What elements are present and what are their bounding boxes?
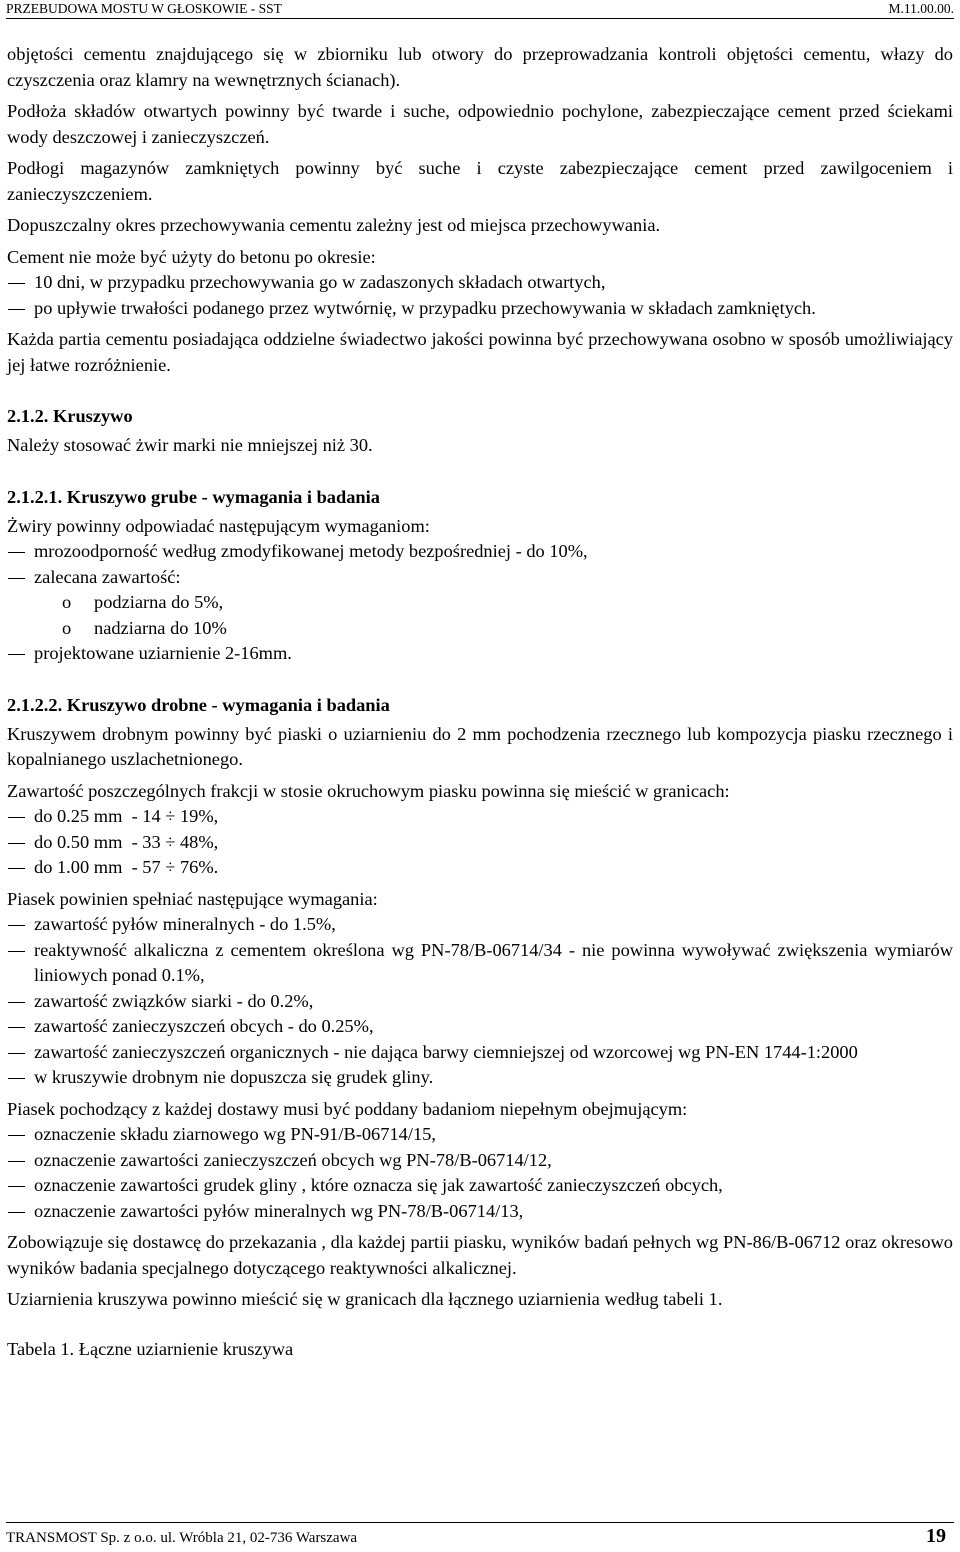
dash-list <box>7 912 953 1091</box>
paragraph: Kruszywem drobnym powinny być piaski o uziarnieniu do 2 mm pochodzenia rzecznego lub kompozycja piasku rzecznego i kopalnianego uszlachetnionego. <box>7 723 953 769</box>
document-body <box>7 42 953 1368</box>
list-item-text: zalecana zawartość: <box>34 566 181 587</box>
dash-list <box>7 270 953 321</box>
dash-list <box>7 641 953 667</box>
paragraph: Piasek pochodzący z każdej dostawy musi być poddany badaniom niepełnym obejmującym: <box>7 1098 688 1119</box>
paragraph: Podłogi magazynów zamkniętych powinny być suche i czyste zabezpieczające cement przed zawilgoceniem i zanieczyszczeniem. <box>7 158 953 204</box>
paragraph: objętości cementu znajdującego się w zbiorniku lub otwory do przeprowadzania kontroli objętości cementu, włazy do czyszczenia oraz klamry na wewnętrznych ścianach). <box>7 44 953 90</box>
list-item: do 0.25 mm - 14 ÷ 19%, <box>7 804 953 830</box>
circle-bullet: o <box>62 617 72 638</box>
section-heading: 2.1.2.1. Kruszywo grube - wymagania i badania <box>7 486 380 507</box>
list-item: oznaczenie składu ziarnowego wg PN-91/B-06714/15, <box>7 1122 953 1148</box>
paragraph: Piasek powinien spełniać następujące wymagania: <box>7 888 378 909</box>
paragraph: Zobowiązuje się dostawcę do przekazania , dla każdej partii piasku, wyników badań pełnych wg PN-86/B-06712 oraz okresowo wyników badania specjalnego dotyczącego reaktywności alkalicznej. <box>7 1232 953 1278</box>
list-item: zawartość zanieczyszczeń obcych - do 0.25%, <box>7 1014 953 1040</box>
page-number: 19 <box>926 1525 946 1547</box>
page-header <box>6 0 954 19</box>
table-caption: Tabela 1. Łączne uziarnienie kruszywa <box>7 1338 294 1359</box>
section-heading: 2.1.2.2. Kruszywo drobne - wymagania i badania <box>7 694 390 715</box>
paragraph: Dopuszczalny okres przechowywania cementu zależny jest od miejsca przechowywania. <box>7 215 661 235</box>
list-item: zawartość pyłów mineralnych - do 1.5%, <box>7 912 953 938</box>
sublist-item-text: nadziarna do 10% <box>94 617 227 638</box>
sublist-item <box>7 616 953 642</box>
circle-bullet: o <box>62 592 72 612</box>
paragraph: Zawartość poszczególnych frakcji w stosie okruchowym piasku powinna się mieścić w granicach: <box>7 780 730 801</box>
paragraph: Podłoża składów otwartych powinny być twarde i suche, odpowiednio pochylone, zabezpieczające cement przed ściekami wody deszczowej i zanieczyszczeń. <box>7 101 953 147</box>
footer-company: TRANSMOST Sp. z o.o. ul. Wróbla 21, 02-736 Warszawa <box>6 1530 358 1546</box>
paragraph: Należy stosować żwir marki nie mniejszej niż 30. <box>7 435 373 455</box>
header-code: M.11.00.00. <box>888 1 954 16</box>
dash-list <box>7 539 953 590</box>
paragraph: Każda partia cementu posiadająca oddzielne świadectwo jakości powinna być przechowywana osobno w sposób umożliwiający jej łatwe rozróżnienie. <box>7 329 953 375</box>
section-heading: 2.1.2. Kruszywo <box>7 406 133 426</box>
list-item: do 1.00 mm - 57 ÷ 76%. <box>7 855 953 881</box>
list-item: w kruszywie drobnym nie dopuszcza się grudek gliny. <box>7 1065 953 1091</box>
list-item: oznaczenie zawartości pyłów mineralnych wg PN-78/B-06714/13, <box>7 1199 953 1225</box>
list-item: po upływie trwałości podanego przez wytwórnię, w przypadku przechowywania w składach zamkniętych. <box>7 296 953 322</box>
list-item: 10 dni, w przypadku przechowywania go w zadaszonych składach otwartych, <box>7 270 953 296</box>
list-item: zawartość związków siarki - do 0.2%, <box>7 989 953 1015</box>
list-item: projektowane uziarnienie 2-16mm. <box>7 641 953 667</box>
paragraph: Uziarnienia kruszywa powinno mieścić się w granicach dla łącznego uziarnienia według tabeli 1. <box>7 1289 723 1309</box>
list-item: do 0.50 mm - 33 ÷ 48%, <box>7 830 953 856</box>
list-item: oznaczenie zawartości zanieczyszczeń obcych wg PN-78/B-06714/12, <box>7 1148 953 1174</box>
list-item <box>7 565 953 591</box>
paragraph: Cement nie może być użyty do betonu po okresie: <box>7 246 376 267</box>
header-title: PRZEBUDOWA MOSTU W GŁOSKOWIE - SST <box>6 1 282 16</box>
circle-sublist <box>7 590 953 641</box>
dash-list <box>7 804 953 881</box>
list-item: zawartość zanieczyszczeń organicznych - nie dająca barwy ciemniejszej od wzorcowej wg PN-EN 1744-1:2000 <box>7 1040 953 1066</box>
sublist-item-text: podziarna do 5%, <box>94 592 224 612</box>
paragraph: Żwiry powinny odpowiadać następującym wymaganiom: <box>7 515 430 536</box>
dash-list <box>7 1122 953 1224</box>
list-item: reaktywność alkaliczna z cementem określona wg PN-78/B-06714/34 - nie powinna wywoływać zwiększenia wymiarów liniowych ponad 0.1%, <box>7 938 953 989</box>
page-footer <box>6 1522 954 1551</box>
list-item: mrozoodporność według zmodyfikowanej metody bezpośredniej - do 10%, <box>7 539 953 565</box>
sublist-item <box>7 590 953 616</box>
list-item: oznaczenie zawartości grudek gliny , które oznacza się jak zawartość zanieczyszczeń obcych, <box>7 1173 953 1199</box>
